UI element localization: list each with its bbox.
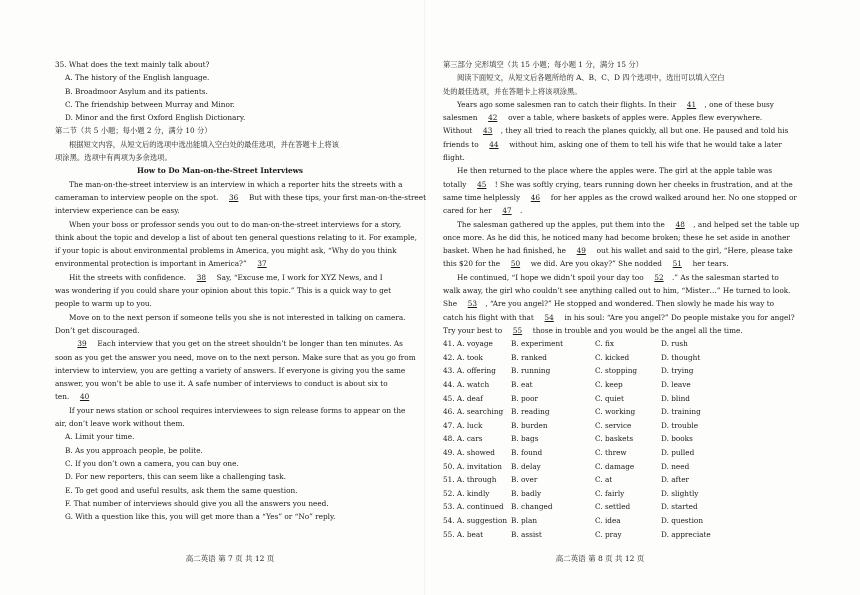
page-fold [424,0,425,595]
option-cell: C. idea [595,515,621,525]
q35-option-c: C. The friendship between Murray and Minor. [65,99,235,109]
blank-48: 48 [675,219,685,229]
option-cell: C. quiet [595,393,624,403]
section2-instruction-cont: 项涂黑。选项中有两项为多余选项。 [55,153,172,163]
blank-46: 46 [530,192,541,202]
cloze-line: flight. [443,153,465,163]
cloze-line: once more. As he did this, he noticed many had become broken; these he set aside in another [443,232,790,242]
choice-e: E. To get good and useful results, ask them the same question. [65,485,298,495]
paragraph-2-line: When your boss or professor sends you out to do man-on-the-street interviews for a story, [69,219,402,229]
section3-instruction-cont: 处的最佳选项，并在答题卡上将该项涂黑。 [443,86,582,96]
option-cell: 52. A. kindly [443,488,490,498]
cloze-line: totally 45 ! She was softly crying, tears running down her cheeks in frustration, and at the [443,178,775,191]
option-cell: 54. A. suggestion [443,515,508,525]
option-row [443,473,775,487]
option-cell: C. fix [595,339,614,349]
blank-53: 53 [467,299,477,309]
paragraph-1-line: cameraman to interview people on the spot. 36 But with these tips, your first man-on-the-street [55,191,385,204]
choice-g: G. With a question like this, you will get more than a “Yes” or “No” reply. [65,512,336,522]
option-row [443,392,775,406]
paragraph-2-line: if your topic is about environmental problems in America, you might ask, “Why do you think [55,246,397,256]
option-cell: D. slightly [661,488,699,498]
option-cell: B. poor [511,393,538,403]
blank-50: 50 [510,259,521,269]
blank-36: 36 [229,192,239,202]
cloze-line: The salesman gathered up the apples, put them into the 48 , and helped set the table up [443,218,775,231]
option-cell: 43. A. offering [443,366,496,376]
left-page-footer: 高二英语 第 7 页 共 12 页 [185,554,275,563]
option-cell: C. settled [595,502,631,512]
option-row [443,337,775,351]
cloze-line: basket. When he had finished, he 49 out his wallet and said to the girl, “Here, please take [443,244,775,257]
paragraph-4-line: Move on to the next person if someone tells you she is not interested in talking on camera. [69,312,406,322]
option-cell: C. working [595,407,636,417]
cloze-line: Try your best to 55 those in trouble and you would be the angel all the time. [443,324,775,337]
option-cell: D. need [661,461,690,471]
cloze-line: this $20 for the 50 we did. Are you okay?” She nodded 51 her tears. [443,257,775,270]
option-row [443,364,775,378]
option-cell: D. trying [661,366,694,376]
option-cell: B. experiment [511,339,564,349]
choice-b: B. As you approach people, be polite. [65,445,203,455]
option-cell: D. thought [661,352,701,362]
option-cell: B. eat [511,380,533,390]
paragraph-1-line: interview experience can be easy. [55,206,180,216]
right-page [443,58,800,541]
option-cell: D. books [661,434,693,444]
blank-52: 52 [654,272,664,282]
paragraph-5-line: soon as you get the answer you need, move on to the next person. Make sure that as you go from [55,352,416,362]
paragraph-2-line: environmental protection is important in America?” 37 [55,257,385,270]
blank-40: 40 [79,392,90,402]
option-row [443,514,775,528]
choice-c: C. If you don’t own a camera, you can buy one. [65,458,239,468]
option-cell: 53. A. continued [443,502,504,512]
q35-option-d: D. Minor and the first Oxford English Dictionary. [65,113,246,123]
option-cell: 45. A. deaf [443,393,483,403]
option-cell: D. question [661,515,704,525]
option-cell: 55. A. beat [443,529,484,539]
option-cell: D. rush [661,339,688,349]
blank-54: 54 [544,312,554,322]
cloze-line: same time helplessly 46 for her apples as the crowd walked around her. No one stopped or [443,191,775,204]
blank-42: 42 [488,113,498,123]
option-cell: B. found [511,447,543,457]
cloze-line: cared for her 47 . [443,204,775,217]
option-row [443,446,775,460]
choice-f: F. That number of interviews should give you all the answers you need. [65,498,329,508]
option-cell: C. pray [595,529,622,539]
article-title: How to Do Man-on-the-Street Interviews [136,166,304,176]
paragraph-2-line: think about the topic and develop a list of about ten general questions relating to it. For example, [55,232,417,242]
section3-instruction: 阅读下面短文，从短文后各题所给的 A、B、C、D 四个选项中，选出可以填入空白 [457,73,725,83]
option-cell: D. trouble [661,420,699,430]
choice-a: A. Limit your time. [65,432,135,442]
option-cell: B. plan [511,515,538,525]
option-cell: C. baskets [595,434,634,444]
option-cell: D. started [661,502,698,512]
paragraph-5-line: 39 Each interview that you get on the street shouldn’t be longer than ten minutes. As [55,337,385,350]
option-cell: C. stopping [595,366,638,376]
paragraph-1-line: The man-on-the-street interview is an interview in which a reporter hits the streets with a [69,179,403,189]
section3-header: 第三部分 完形填空（共 15 小题；每小题 1 分，满分 15 分） [443,60,643,69]
blank-44: 44 [489,139,499,149]
option-cell: 42. A. took [443,352,483,362]
option-cell: C. kicked [595,352,630,362]
cloze-line: walk away, the girl who couldn’t see anything called out to him, “Mister…” He turned to look. [443,286,791,296]
blank-41: 41 [686,99,697,109]
right-page-footer: 高二英语 第 8 页 共 12 页 [555,554,645,563]
paragraph-6-line: If your news station or school requires interviewees to sign release forms to appear on the [69,405,406,415]
option-cell: B. running [511,366,551,376]
option-cell: D. pulled [661,447,695,457]
cloze-line: friends to 44 without him, asking one of them to tell his wife that he would take a later [443,138,775,151]
option-row [443,500,775,514]
option-row [443,419,775,433]
option-row [443,405,775,419]
paragraph-3-line: Hit the streets with confidence. 38 Say, “Excuse me, I work for XYZ News, and I [55,271,385,284]
cloze-line: She 53 , “Are you angel?” He stopped and wondered. Then slowly he made his way to [443,297,775,310]
section2-header: 第二节（共 5 小题；每小题 2 分，满分 10 分） [55,126,212,136]
option-row [443,460,775,474]
blank-51: 51 [672,259,682,269]
option-cell: C. damage [595,461,635,471]
paragraph-6-line: air, don’t leave work without them. [55,419,185,429]
option-cell: B. burden [511,420,548,430]
option-cell: 47. A. luck [443,420,483,430]
q35-option-a: A. The history of the English language. [65,73,210,83]
choice-d: D. For new reporters, this can seem like a challenging task. [65,472,286,482]
paragraph-3-line: people to warm up to you. [55,299,152,309]
option-cell: D. blind [661,393,690,403]
cloze-line: He then returned to the place where the apples were. The girl at the apple table was [457,166,773,176]
blank-47: 47 [502,206,512,216]
option-cell: D. leave [661,380,691,390]
option-cell: B. reading [511,407,550,417]
option-cell: 49. A. showed [443,447,495,457]
option-cell: 51. A. through [443,475,497,485]
option-row [443,351,775,365]
option-cell: D. after [661,475,690,485]
blank-49: 49 [576,246,586,256]
option-cell: C. fairly [595,488,625,498]
option-cell: 41. A. voyage [443,339,493,349]
option-cell: B. over [511,475,538,485]
q35-option-b: B. Broadmoor Asylum and its patients. [65,86,208,96]
cloze-line: He continued, “I hope we didn’t spoil your day too 52 .” As the salesman started to [443,271,775,284]
question-35: 35. What does the text mainly talk about? [55,60,210,69]
option-row [443,378,775,392]
blank-37: 37 [257,259,267,269]
option-cell: B. bags [511,434,539,444]
option-cell: B. badly [511,488,542,498]
cloze-line: salesmen 42 over a table, where baskets of apples were. Apples flew everywhere. [443,111,775,124]
left-page [55,58,426,523]
paragraph-5-line: ten. 40 [55,390,385,403]
option-cell: 48. A. cars [443,434,483,444]
paragraph-5-line: interview to interview, you are getting a variety of answers. If everyone is giving you the same [55,365,406,375]
section2-instruction: 根据短文内容，从短文后的选项中选出能填入空白处的最佳选项，并在答题卡上将该 [69,139,339,149]
cloze-line: Without 43 , they all tried to reach the planes quickly, all but one. He paused and told his [443,124,775,137]
option-row [443,528,775,542]
blank-55: 55 [512,325,523,335]
option-cell: D. appreciate [661,529,711,539]
paragraph-3-line: was wondering if you could share your opinion about this topic.” This is a quick way to get [55,286,392,296]
blank-39: 39 [77,339,87,349]
option-cell: C. keep [595,380,623,390]
cloze-line: Years ago some salesmen ran to catch their flights. In their 41 , one of these busy [443,98,775,111]
blank-43: 43 [483,126,493,136]
option-cell: C. threw [595,447,627,457]
option-cell: B. delay [511,461,541,471]
option-row [443,487,775,501]
option-cell: B. ranked [511,352,547,362]
cloze-line: catch his flight with that 54 in his soul: “Are you angel?” Do people mistake you for angel? [443,311,775,324]
paragraph-4-line: Don’t get discouraged. [55,325,140,335]
option-cell: C. service [595,420,632,430]
option-cell: C. at [595,475,613,485]
option-cell: D. training [661,407,701,417]
paragraph-5-line: answer, you won’t be able to use it. A safe number of interviews to conduct is about six to [55,379,388,389]
options-table [443,337,775,541]
option-cell: B. changed [511,502,553,512]
option-cell: 50. A. invitation [443,461,502,471]
blank-45: 45 [477,179,487,189]
option-cell: 44. A. watch [443,380,490,390]
option-cell: 46. A. searching [443,407,504,417]
blank-38: 38 [196,272,206,282]
option-row [443,432,775,446]
option-cell: B. assist [511,529,542,539]
